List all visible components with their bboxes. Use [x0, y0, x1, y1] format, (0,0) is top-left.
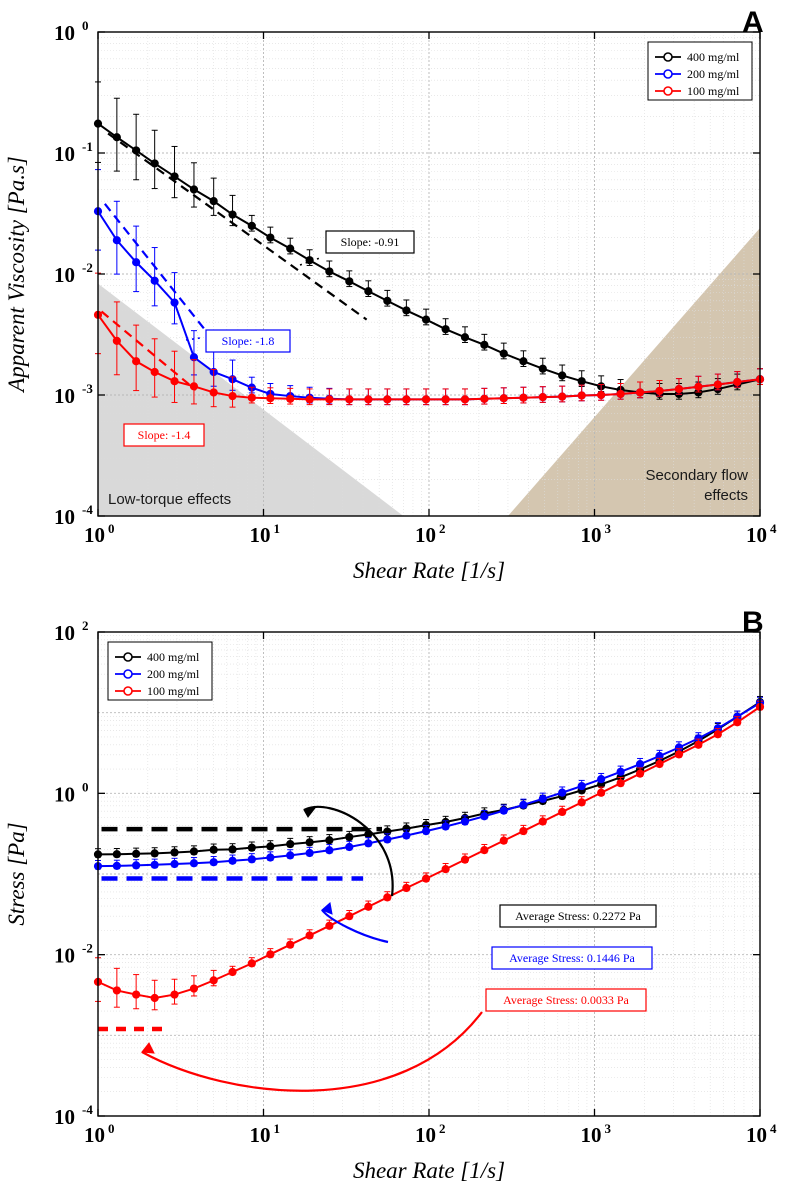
- svg-text:2: 2: [82, 618, 89, 633]
- svg-text:2: 2: [439, 1121, 446, 1136]
- svg-text:200 mg/ml: 200 mg/ml: [687, 67, 740, 81]
- y-axis-label: Stress [Pa]: [4, 822, 29, 926]
- svg-text:4: 4: [770, 1121, 777, 1136]
- svg-text:-2: -2: [82, 940, 93, 956]
- svg-text:Average Stress: 0.1446 Pa: Average Stress: 0.1446 Pa: [509, 951, 635, 965]
- annotations: [486, 905, 656, 1011]
- legend: [648, 42, 752, 100]
- svg-text:200 mg/ml: 200 mg/ml: [147, 667, 200, 681]
- svg-text:Average Stress: 0.0033 Pa: Average Stress: 0.0033 Pa: [503, 993, 629, 1007]
- svg-text:10: 10: [54, 782, 75, 807]
- svg-text:10: 10: [580, 523, 602, 547]
- svg-text:Slope: -1.8: Slope: -1.8: [221, 334, 275, 348]
- svg-text:0: 0: [108, 1121, 115, 1136]
- svg-text:Average Stress: 0.2272 Pa: Average Stress: 0.2272 Pa: [515, 909, 641, 923]
- svg-text:10: 10: [249, 1123, 271, 1147]
- svg-text:10: 10: [580, 1123, 602, 1147]
- x-axis-label: Shear Rate [1/s]: [352, 558, 506, 583]
- svg-text:10: 10: [415, 1123, 436, 1147]
- svg-text:0: 0: [108, 521, 115, 536]
- svg-text:Low-torque effects: Low-torque effects: [108, 491, 232, 508]
- svg-text:Secondary flow: Secondary flow: [645, 467, 748, 484]
- svg-text:-3: -3: [82, 381, 93, 396]
- svg-text:10: 10: [54, 263, 75, 287]
- svg-text:-2: -2: [82, 260, 93, 275]
- panel-a-letter: A: [742, 6, 764, 39]
- svg-text:100 mg/ml: 100 mg/ml: [687, 84, 740, 98]
- svg-text:10: 10: [54, 621, 75, 645]
- svg-text:10: 10: [54, 1105, 75, 1129]
- svg-text:10: 10: [54, 505, 75, 529]
- legend: [108, 642, 212, 700]
- svg-text:0: 0: [82, 18, 89, 33]
- svg-text:0: 0: [82, 779, 89, 795]
- svg-text:10: 10: [746, 1123, 767, 1147]
- svg-text:Slope: -0.91: Slope: -0.91: [340, 235, 400, 249]
- x-axis-label: Shear Rate [1/s]: [352, 1158, 506, 1183]
- svg-text:100 mg/ml: 100 mg/ml: [147, 684, 200, 698]
- panel-b: [0, 600, 797, 1200]
- svg-text:4: 4: [770, 521, 777, 536]
- svg-text:10: 10: [54, 21, 75, 45]
- svg-text:10: 10: [54, 142, 75, 166]
- svg-text:1: 1: [273, 521, 280, 536]
- svg-text:10: 10: [415, 523, 436, 547]
- svg-text:Slope: -1.4: Slope: -1.4: [137, 428, 191, 442]
- svg-text:1: 1: [273, 1121, 280, 1136]
- panel-b-chart: [0, 600, 797, 1200]
- svg-text:10: 10: [249, 523, 271, 547]
- svg-text:10: 10: [54, 384, 75, 408]
- svg-text:-1: -1: [82, 139, 93, 154]
- svg-text:400 mg/ml: 400 mg/ml: [687, 50, 740, 64]
- y-axis-label: Apparent Viscosity [Pa.s]: [4, 156, 29, 392]
- svg-text:400 mg/ml: 400 mg/ml: [147, 650, 200, 664]
- svg-text:effects: effects: [704, 487, 748, 504]
- svg-text:3: 3: [604, 1121, 611, 1136]
- svg-text:-4: -4: [82, 1102, 93, 1117]
- svg-text:10: 10: [84, 1123, 105, 1147]
- svg-text:2: 2: [439, 521, 446, 536]
- svg-text:-4: -4: [82, 502, 93, 517]
- svg-text:10: 10: [746, 523, 767, 547]
- svg-text:10: 10: [54, 943, 75, 968]
- svg-text:3: 3: [604, 521, 611, 536]
- svg-text:10: 10: [84, 523, 105, 547]
- panel-b-letter: B: [742, 606, 764, 639]
